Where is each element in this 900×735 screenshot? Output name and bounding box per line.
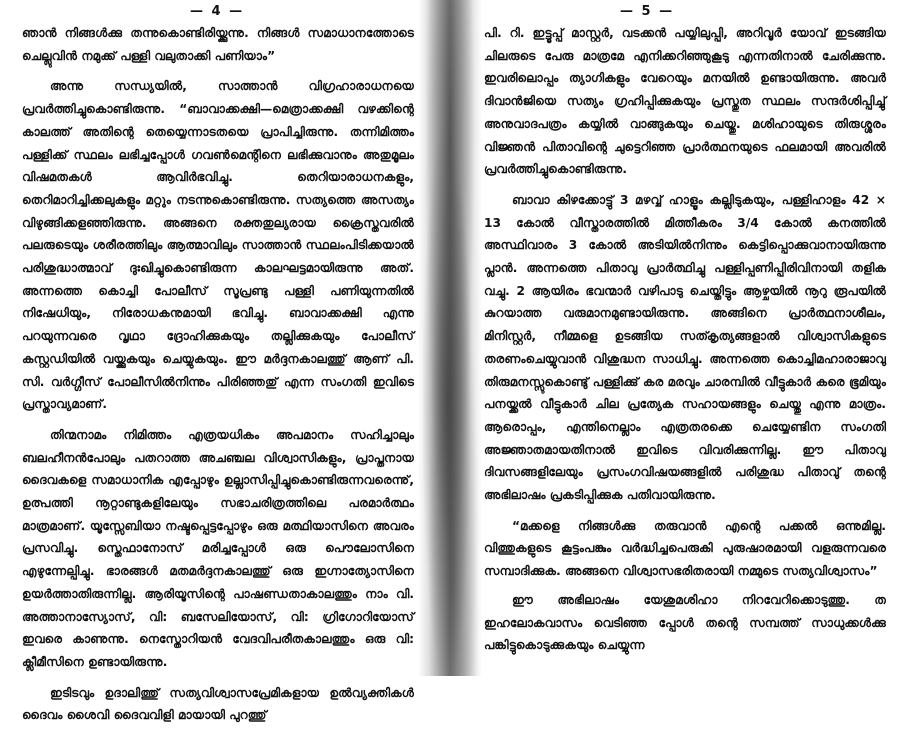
paragraph: ഇടിടവും ഉദാലിത്തു് സത്യവിശ്വാസപ്രേമികളായ ഉൽവ്യക്തികൾ ദൈവം ശൈവി ദൈവവിളി മായായി പുറത്തു് [22, 685, 414, 723]
quotation: “മക്കളെ നിങ്ങൾക്കു തരുവാൻ എന്റെ പക്കൽ ഒന്നുമില്ല. വിത്തുകളുടെ കൂട്ടംപങ്കും വർദ്ധിച്ചപെരുകി പുരുഷാരമായി വളരുന്നവരെ സമ്പാദിക്കുക. അങ്ങനെ വിശ്വാസഭരിതരായി നമ്മുടെ സത്യവിശ്വാസം” [484, 518, 886, 579]
paragraph: ഞാൻ നിങ്ങൾക്കു തന്നുകൊണ്ടിരിയ്ക്കുന്നു. നിങ്ങൾ സമാധാനത്തോടെ ചെല്ലുവിൻ നമുക്ക് പള്ളി വലുതാക്കി പണിയാം” [22, 26, 414, 63]
paragraph: പി. റി. ഇട്ടൂപ്പ് മാസ്റ്റർ, വടക്കൻ പയ്യിലുപ്പി, അറിവൂർ യോവ് ഇടങ്ങിയ ചിലരുടെ പേരു മാത്രമേ എനിക്കറിഞ്ഞുകൂടു എന്നതിനാൽ ചേരിക്കുന്നു. ഇവരിലൊപ്പം ത്യാഗികളും വേറെയും മനയിൽ ഉണ്ടായിരുന്നു. അവർ ദിവാൻജിയെ സത്യം ഗ്രഹിപ്പിക്കുകയും പ്രസ്തുത സ്ഥലം സന്ദർശിപ്പിച്ചു് അനുവാദപത്രം കയ്യിൽ വാങ്ങുകയും ചെയ്തു. മശിഹായുടെ തിരുശ്ശരം വിജ്ഞൻ പിതാവിന്റെ ചുട്ടെറിഞ്ഞ പ്രാർത്ഥനയുടെ ഫലമായി അവരിൽ പ്രവർത്തിച്ചുകൊണ്ടിരുന്നു. [484, 26, 886, 177]
page-body [484, 22, 886, 665]
paragraph: ഈ അഭിലാഷം യേശുമശിഹാ നിറവേറിക്കൊടുത്തു. ത ഇഹലോകവാസം വെടിഞ്ഞ പ്പോൾ തന്റെ സമ്പത്ത് സാധുക്കൾക്കു പങ്കിട്ടുകൊടുക്കുകയും ചെയ്യുന്ന [484, 592, 886, 653]
page-number: — 4 — [190, 4, 245, 19]
right-page [470, 0, 900, 676]
left-page [0, 0, 430, 723]
paragraph: അന്നു സന്ധ്യയിൽ, സാത്താൻ വിഗ്രഹാരാധനയെ പ്രവർത്തിച്ചുകൊണ്ടിരുന്നു. “ബാവാക്കക്ഷി—മെത്രാക്കക്ഷി വഴക്കിന്റെ കാലത്ത് അതിന്റെ തെയ്യെന്നാടതയെ പ്രാപിച്ചിരുന്നു. തന്നിമിത്തം പള്ളിക്ക് സ്ഥലം ലഭിച്ചപ്പോൾ ഗവൺമെന്റിനെ ലഭിക്കുവാനും അതുമൂലം വിഷമതകൾ ആവിർഭവിച്ചു. തെറിയാരാധനകളും, തെറിമാറിച്ചിക്കലുകളും മറ്റും നടന്നുകൊണ്ടിരുന്നു. സത്യത്തെ അസത്യം വിഴുങ്ങിക്കളഞ്ഞിരുന്നു. അങ്ങനെ രക്തതുല്യരായ ക്രൈസ്തവരിൽ പലരുടെയും ശരീരത്തിലും ആത്മാവിലും സാത്താൻ സ്ഥലംപിടിക്കയാൽ പരിശുദ്ധാത്മാവ് ദുഃഖിച്ചുകൊണ്ടിരുന്ന കാലഘട്ടമായിരുന്നു അത്. അന്നത്തെ കൊച്ചി പോലീസ് സൂപ്രണ്ടു പള്ളി പണിയുന്നതിൽ നിഷേധിയും, നിരോധകനുമായി ഭവിച്ചു. ബാവാക്കക്ഷി എന്നു പറയുന്നവരെ വൃഥാ ദ്രോഹിക്കുകയും തല്ലിക്കുകയും പോലീസ് കസ്റ്റഡിയിൽ വയ്ക്കുകയും ചെയ്യുകയും. ഈ മർദ്ദനകാലത്തു് ആണ് പി. സി. വർഗ്ഗീസ് പോലീസിൽനിന്നും പിരിഞ്ഞതു് എന്ന സംഗതി ഇവിടെ പ്രസ്താവ്യമാണ്. [22, 79, 414, 412]
page-number: — 5 — [620, 4, 675, 19]
paragraph: ബാവാ കിഴക്കോട്ടു് 3 മഴവ്വ് ഹാളൂം കല്ലിടുകയും, പള്ളിഹാളം 42 × 13 കോൽ വീസ്താരത്തിൽ മിത്തീകരം 3/4 കോൽ കനത്തിൽ അസ്ഥിവാരം 3 കോൽ അടിയിൽനിന്നും കെട്ടിപ്പൊക്കുവാനായിരുന്നു പ്ലാൻ. അന്നത്തെ പിതാവു പ്രാർത്ഥിച്ചു പള്ളിപ്പണിപ്പിരിവിനായി തളിക വച്ചു. 2 ആയിരം ഭവന്മാർ വഴിപാടു ചെയ്തിട്ടും ആഴ്ചയിൽ നൂറു രൂപയിൽ കുറയാത്ത വരുമാനമുണ്ടായിരുന്നു. അങ്ങിനെ പ്രാർത്ഥനാശീലം, മിനിസ്റ്റർ, നീമ്മളെ ഉടങ്ങിയ സത്കൃത്യങ്ങളാൽ വിശ്വാസികളുടെ തരണംചെയ്യുവാൻ വിശുദ്ധന സാധിച്ചു. അന്നത്തെ കൊച്ചിമഹാരാജാവു തിരുമനസ്സുകൊണ്ടു് പള്ളിക്കു് കര മരവും ചാരമ്പിൽ വീട്ടുകാർ കരെ ഭൂമിയും പനയ്ക്കൽ വീട്ടുകാർ ചില പ്രത്യേക സഹായങ്ങളും ചെയ്തു എന്നു മാത്രം. ആരൊപ്പം, എന്തിനെല്ലാം എത്രതരക്കെ ചെയ്യേണ്ടിന സംഗതി അജ്ഞാതമായതിനാൽ ഇവിടെ വിവരിക്കുന്നില്ല. ഈ പിതാവു ദിവസങ്ങളിലേയും പ്രസംഗവിഷയങ്ങളിൽ പരിശുദ്ധ പിതാവു് തന്റെ അഭിലാഷം പ്രകടിപ്പിക്കുക പതിവായിരുന്നു. [484, 192, 886, 503]
page-body [22, 22, 414, 735]
paragraph: തിന്മനാമം നിമിത്തം എത്രയധികം അപമാനം സഹിച്ചാലും ബലഹീനൻപോലും പതറാത്ത അചഞ്ചല വിശ്വാസികളും, പ്രാപ്തനായ ദൈവകളെ സമാധാനിക എപ്പോഴും ഉല്ലാസിപ്പിച്ചുകൊണ്ടിരുന്നവരെന്നു്, ഉത്പത്തി നൂറ്റാണ്ടുകളിലേയും സഭാചരിത്രത്തിലെ പരമാർത്ഥം മാത്രമാണ്. യൂസ്സേബിയാ നഷ്ടപ്പെട്ടപ്പോഴും ഒരു മത്ഥിയാസിനെ അവരം പ്രസവിച്ചു. സ്തെഫാനോസ് മരിച്ചപ്പോൾ ഒരു പൌലോസിനെ എഴുന്നേല്പിച്ചു. ഭാരങ്ങൾ മതമർദ്ദനകാലത്തു് ഒരു ഇഗ്നാത്യോസിനെ ഉയർത്താതിരുന്നില്ല. ആരിയൂസിന്റെ പാഷണ്ഡതാകാലത്തും നാം വി. അത്താനാസ്യോസ്, വി: ബസേലിയോസ്, വി: ഗ്രിഗോറിയോസ് ഇവരെ കാണുന്നു. നെസ്തോറിയൻ വേദവിപരീതകാലത്തും ഒരു വി: ക്ലീമീസിനെ ഉണ്ടായിരുന്നു. [22, 427, 414, 669]
